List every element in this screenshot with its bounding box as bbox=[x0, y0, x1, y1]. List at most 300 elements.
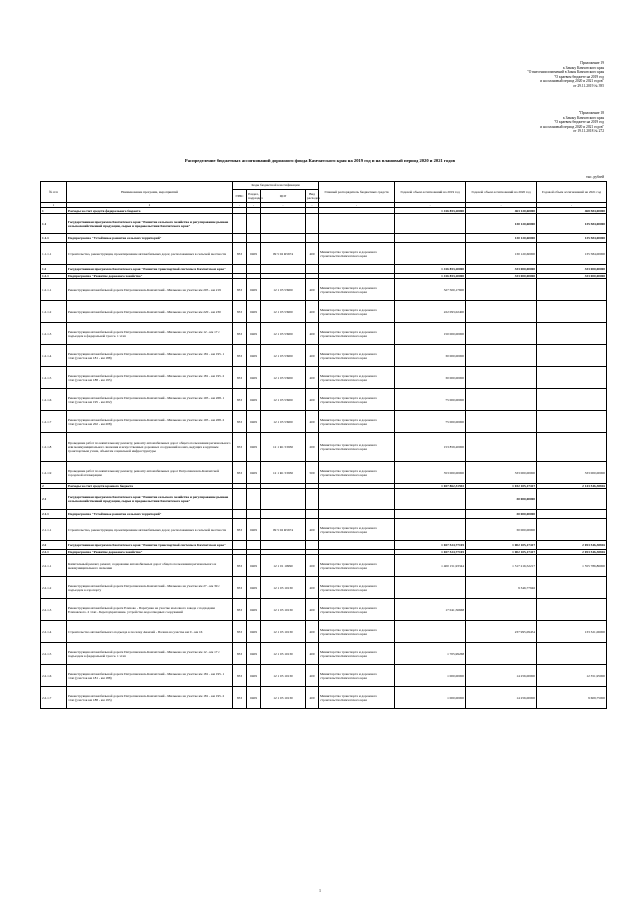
row-num-cell: 2.2 bbox=[41, 541, 67, 550]
row-name-cell: Государственная программа Камчатского края "Развитие транспортной системы в Камчатском крае" bbox=[67, 265, 233, 274]
row-name-cell: Расходы за счет средств федерального бюджета bbox=[67, 208, 233, 214]
row-2021-cell bbox=[537, 389, 607, 411]
row-2020-cell: 30 000,00000 bbox=[466, 519, 537, 541]
budget-table bbox=[40, 181, 607, 709]
row-2019-cell bbox=[395, 214, 466, 234]
row-name-cell: Проведение работ по капитальному ремонту, ремонту автомобильных дорог Петропавловск-Камчатской городской агломерации bbox=[67, 462, 233, 484]
row-2020-cell: 130 120,60000 bbox=[466, 214, 537, 234]
row-2019-cell bbox=[395, 621, 466, 643]
row-vr-cell: 400 bbox=[306, 599, 319, 621]
row-2020-cell: 1 002 105,17417 bbox=[466, 541, 537, 550]
row-2020-cell: 333 000,00000 bbox=[466, 274, 537, 279]
row-2020-cell bbox=[466, 367, 537, 389]
row-vr-cell: 400 bbox=[306, 519, 319, 541]
row-rz-cell: 0409 bbox=[247, 462, 261, 484]
row-resp-cell: Министерство транспорта и дорожного строительства Камчатского края bbox=[319, 555, 395, 577]
row-2021-cell: 12 351,95000 bbox=[537, 665, 607, 687]
row-2020-cell bbox=[466, 411, 537, 433]
table-row bbox=[41, 323, 607, 345]
row-2020-cell bbox=[466, 345, 537, 367]
row-2019-cell: 1 416 853,20000 bbox=[395, 265, 466, 274]
row-name-cell: Строительство автомобильного подъезда к поселку Аваачай - Палана на участке км 0 - км 16 bbox=[67, 621, 233, 643]
row-csr-cell: 12 1 01 10990 bbox=[261, 555, 306, 577]
row-rz-cell: 0409 bbox=[247, 555, 261, 577]
row-resp-cell: Министерство транспорта и дорожного строительства Камчатского края bbox=[319, 462, 395, 484]
row-grbs-cell: 833 bbox=[233, 555, 247, 577]
row-num-cell: 2.2.1.7 bbox=[41, 687, 67, 709]
row-csr-cell bbox=[261, 510, 306, 519]
row-2021-cell bbox=[537, 367, 607, 389]
row-vr-cell: 400 bbox=[306, 243, 319, 265]
table-row bbox=[41, 411, 607, 433]
header-number-8: - bbox=[395, 203, 466, 208]
row-vr-cell bbox=[306, 265, 319, 274]
row-2021-cell bbox=[537, 323, 607, 345]
row-rz-cell: 0409 bbox=[247, 243, 261, 265]
row-grbs-cell: 833 bbox=[233, 599, 247, 621]
row-grbs-cell: 833 bbox=[233, 433, 247, 462]
table-row bbox=[41, 265, 607, 274]
header-number-9: - bbox=[466, 203, 537, 208]
row-2020-cell: 333 000,00000 bbox=[466, 265, 537, 274]
header-number-1: 1 bbox=[41, 203, 67, 208]
row-name-cell: Государственная программа Камчатского края "Развитие сельского хозяйства и регулирование рынков сельскохозяйственной продукции, сырья и продовольствия Камчатского края" bbox=[67, 489, 233, 510]
table-row bbox=[41, 599, 607, 621]
row-grbs-cell: 833 bbox=[233, 345, 247, 367]
row-num-cell: 1.2.1.4 bbox=[41, 345, 67, 367]
row-grbs-cell: 833 bbox=[233, 279, 247, 301]
row-name-cell: Подпрограмма "Развитие дорожного хозяйства" bbox=[67, 274, 233, 279]
row-rz-cell: 0409 bbox=[247, 621, 261, 643]
table-row bbox=[41, 519, 607, 541]
row-grbs-cell: 833 bbox=[233, 643, 247, 665]
row-csr-cell: 12 1 03 53900 bbox=[261, 323, 306, 345]
row-name-cell: Реконструкция автомобильной дороги Петропавловск-Камчатский - Мильково на участке км 195 - км 268. 1 этап (участок км 195 - км 202) bbox=[67, 389, 233, 411]
row-csr-cell: 12 1 03 10130 bbox=[261, 577, 306, 599]
table-row bbox=[41, 367, 607, 389]
row-grbs-cell: 833 bbox=[233, 577, 247, 599]
appendix-18-line: "Приложение 18 bbox=[578, 111, 604, 115]
row-vr-cell: 400 bbox=[306, 323, 319, 345]
row-vr-cell bbox=[306, 214, 319, 234]
row-rz-cell: 0409 bbox=[247, 665, 261, 687]
header-vr: Вид расходов bbox=[306, 190, 319, 203]
row-2019-cell: 153 859,20000 bbox=[395, 433, 466, 462]
row-name-cell: Реконструкция автомобильной дороги Петропавловск-Камчатский - Мильково на участке км 181 - км 195. 1 этап (участок км 181 - км 188) bbox=[67, 345, 233, 367]
units-label: тыс. рублей bbox=[586, 175, 604, 179]
table-row bbox=[41, 510, 607, 519]
row-2020-cell: 130 120,60000 bbox=[466, 234, 537, 243]
row-csr-cell: 09 5 02 R5674 bbox=[261, 243, 306, 265]
appendix-18-line: и на плановый период 2020 и 2021 годов" bbox=[540, 124, 604, 129]
row-grbs-cell: 833 bbox=[233, 389, 247, 411]
row-name-cell: Реконструкция автомобильной дороги Петропавловск-Камчатский - Мильково на участке км 181 - км 195. 2 этап (участок км 188 - км 195) bbox=[67, 367, 233, 389]
row-name-cell: Государственная программа Камчатского края "Развитие сельского хозяйства и регулирование рынков сельскохозяйственной продукции, сырья и продовольствия Камчатского края" bbox=[67, 214, 233, 234]
row-2021-cell: 135 584,00000 bbox=[537, 214, 607, 234]
row-2020-cell: 1 317 216,52217 bbox=[466, 555, 537, 577]
row-2021-cell: 133 321,06000 bbox=[537, 621, 607, 643]
row-2021-cell: 135 584,00000 bbox=[537, 234, 607, 243]
row-2019-cell: 1 705,99268 bbox=[395, 643, 466, 665]
row-2020-cell: 30 000,00000 bbox=[466, 510, 537, 519]
row-2019-cell bbox=[395, 519, 466, 541]
row-resp-cell bbox=[319, 234, 395, 243]
row-2021-cell bbox=[537, 510, 607, 519]
row-resp-cell bbox=[319, 214, 395, 234]
row-csr-cell: 12 1 03 53900 bbox=[261, 367, 306, 389]
table-row bbox=[41, 462, 607, 484]
row-2020-cell bbox=[466, 389, 537, 411]
row-name-cell: Реконструкция автомобильной дороги Петропавловск-Камчатский - Мильково на участке км 12 - км 17 с подъездом к федеральной трассе. 1 этап bbox=[67, 323, 233, 345]
row-2020-cell bbox=[466, 643, 537, 665]
row-2021-cell: 333 000,00000 bbox=[537, 462, 607, 484]
row-vr-cell bbox=[306, 510, 319, 519]
table-row bbox=[41, 345, 607, 367]
row-num-cell: 2.2.1.5 bbox=[41, 643, 67, 665]
row-2019-cell: 1 657 524,77105 bbox=[395, 550, 466, 555]
row-resp-cell: Министерство транспорта и дорожного строительства Камчатского края bbox=[319, 367, 395, 389]
header-number-3: - bbox=[233, 203, 247, 208]
row-num-cell: 2.2.1.3 bbox=[41, 599, 67, 621]
header-num: № п/п bbox=[41, 182, 67, 203]
row-2021-cell: 2 053 546,38816 bbox=[537, 541, 607, 550]
table-row bbox=[41, 301, 607, 323]
row-resp-cell bbox=[319, 541, 395, 550]
row-resp-cell: Министерство транспорта и дорожного строительства Камчатского края bbox=[319, 643, 395, 665]
row-csr-cell bbox=[261, 214, 306, 234]
row-name-cell: Реконструкция автомобильной дороги Петропавловск-Камчатский - Мильково на участке км 205 - км 219 bbox=[67, 279, 233, 301]
row-2019-cell: 1 657 524,77105 bbox=[395, 541, 466, 550]
table-row bbox=[41, 279, 607, 301]
row-rz-cell: 0409 bbox=[247, 323, 261, 345]
row-csr-cell: 12 1 03 53900 bbox=[261, 389, 306, 411]
row-vr-cell: 400 bbox=[306, 665, 319, 687]
row-resp-cell: Министерство транспорта и дорожного строительства Камчатского края bbox=[319, 411, 395, 433]
appendix-19-line: Приложение 19 bbox=[580, 61, 604, 65]
row-name-cell: Подпрограмма "Устойчивое развитие сельских территорий" bbox=[67, 234, 233, 243]
row-rz-cell bbox=[247, 510, 261, 519]
row-2021-cell: 1 555 786,86000 bbox=[537, 555, 607, 577]
row-resp-cell: Министерство транспорта и дорожного строительства Камчатского края bbox=[319, 621, 395, 643]
row-rz-cell: 0409 bbox=[247, 643, 261, 665]
table-row bbox=[41, 665, 607, 687]
row-grbs-cell: 833 bbox=[233, 301, 247, 323]
row-csr-cell: 12 1 03 10130 bbox=[261, 665, 306, 687]
header-2021: Годовой объем ассигнований на 2021 год bbox=[537, 182, 607, 203]
row-csr-cell bbox=[261, 489, 306, 510]
row-grbs-cell bbox=[233, 234, 247, 243]
row-num-cell: 2.1 bbox=[41, 489, 67, 510]
row-2021-cell bbox=[537, 279, 607, 301]
row-num-cell: 2.2.1 bbox=[41, 550, 67, 555]
row-rz-cell: 0409 bbox=[247, 367, 261, 389]
row-name-cell: Подпрограмма "Устойчивое развитие сельских территорий" bbox=[67, 510, 233, 519]
row-num-cell: 1.1.1.1 bbox=[41, 243, 67, 265]
row-name-cell: Реконструкция автомобильной дороги Петропавловск-Камчатский - Мильково на участке км 181 - км 195. 1 этап (участок км 181 - км 188) bbox=[67, 665, 233, 687]
row-name-cell: Реконструкция автомобильной дороги Петропавловск-Камчатский - Мильково на участке км 27 - км 39 с подъездом к аэропорту bbox=[67, 577, 233, 599]
row-vr-cell: 400 bbox=[306, 301, 319, 323]
table-row bbox=[41, 643, 607, 665]
appendix-19-block bbox=[527, 61, 604, 89]
row-num-cell: 2.2.1.6 bbox=[41, 665, 67, 687]
row-resp-cell: Министерство транспорта и дорожного строительства Камчатского края bbox=[319, 301, 395, 323]
appendix-19-line: "О краевом бюджете на 2019 год bbox=[554, 74, 604, 79]
row-2020-cell: 463 120,60000 bbox=[466, 208, 537, 214]
header-grbs: ГРБС bbox=[233, 190, 247, 203]
row-name-cell: Строительство, реконструкция, проектирование автомобильных дорог, расположенных в сельской местности bbox=[67, 519, 233, 541]
row-rz-cell: 0409 bbox=[247, 519, 261, 541]
appendix-18-block bbox=[540, 111, 604, 134]
row-2019-cell bbox=[395, 577, 466, 599]
row-grbs-cell bbox=[233, 489, 247, 510]
row-2021-cell bbox=[537, 411, 607, 433]
row-2021-cell bbox=[537, 643, 607, 665]
appendix-19-line: от 29.11.2019 № 395 bbox=[573, 83, 604, 88]
row-grbs-cell bbox=[233, 265, 247, 274]
row-num-cell: 1.2.1 bbox=[41, 274, 67, 279]
row-vr-cell bbox=[306, 489, 319, 510]
row-grbs-cell: 833 bbox=[233, 462, 247, 484]
row-csr-cell: 12 1 03 10130 bbox=[261, 599, 306, 621]
header-2020: Годовой объем ассигнований на 2020 год bbox=[466, 182, 537, 203]
row-grbs-cell: 833 bbox=[233, 411, 247, 433]
page-number: 1 bbox=[319, 888, 321, 893]
row-2021-cell: 333 000,00000 bbox=[537, 265, 607, 274]
row-2021-cell: 9 609,75000 bbox=[537, 687, 607, 709]
row-name-cell: Расходы за счет средств краевого бюджета bbox=[67, 484, 233, 489]
row-resp-cell: Министерство транспорта и дорожного строительства Камчатского края bbox=[319, 687, 395, 709]
row-vr-cell: 400 bbox=[306, 411, 319, 433]
row-name-cell: Реконструкция автомобильной дороги Елизово - Паратунка на участке молочного завода с подходами Елизовского. 2 этап - Берегоукрепление. устройство водоотводных сооружений bbox=[67, 599, 233, 621]
row-rz-cell: 0409 bbox=[247, 599, 261, 621]
row-name-cell: Реконструкция автомобильной дороги Петропавловск-Камчатский - Мильково на участке км 195 - км 268. 2 этап (участок км 202 - км 208) bbox=[67, 411, 233, 433]
row-name-cell: Реконструкция автомобильной дороги Петропавловск-Камчатский - Мильково на участке км 12 - км 17 с подъездом к федеральной трассе. 1 этап bbox=[67, 643, 233, 665]
appendix-18-line: к Закону Камчатского края bbox=[563, 115, 604, 120]
row-num-cell: 2.2.1.4 bbox=[41, 621, 67, 643]
row-name-cell: Реконструкция автомобильной дороги Петропавловск-Камчатский - Мильково на участке км 220 - км 230 bbox=[67, 301, 233, 323]
row-2019-cell bbox=[395, 489, 466, 510]
table-row bbox=[41, 433, 607, 462]
row-num-cell: 1.2.1.8 bbox=[41, 433, 67, 462]
header-number-5: - bbox=[261, 203, 306, 208]
row-resp-cell: Министерство транспорта и дорожного строительства Камчатского края bbox=[319, 345, 395, 367]
row-name-cell: Капитальный ремонт, ремонт, содержание автомобильных дорог общего пользования регионального и межмуниципального значения bbox=[67, 555, 233, 577]
table-row bbox=[41, 555, 607, 577]
row-rz-cell: 0409 bbox=[247, 577, 261, 599]
header-2019: Годовой объем ассигнований на 2019 год bbox=[395, 182, 466, 203]
row-csr-cell: 12 1 03 10130 bbox=[261, 643, 306, 665]
row-2019-cell: 1 657 862,31592 bbox=[395, 484, 466, 489]
row-resp-cell: Министерство транспорта и дорожного строительства Камчатского края bbox=[319, 433, 395, 462]
row-2021-cell bbox=[537, 489, 607, 510]
row-2019-cell: 1 000,00000 bbox=[395, 687, 466, 709]
row-2020-cell: 333 000,00000 bbox=[466, 462, 537, 484]
row-csr-cell: 12 1 R1 53930 bbox=[261, 462, 306, 484]
row-grbs-cell: 833 bbox=[233, 323, 247, 345]
row-2019-cell: 1 400 151,93344 bbox=[395, 555, 466, 577]
row-2019-cell: 75 000,00000 bbox=[395, 411, 466, 433]
row-2021-cell bbox=[537, 301, 607, 323]
row-vr-cell: 500 bbox=[306, 462, 319, 484]
row-2020-cell bbox=[466, 433, 537, 462]
table-row bbox=[41, 214, 607, 234]
row-2021-cell bbox=[537, 599, 607, 621]
row-grbs-cell: 833 bbox=[233, 243, 247, 265]
row-num-cell: 1.2.1.1 bbox=[41, 279, 67, 301]
row-num-cell: 1.2.1.3 bbox=[41, 323, 67, 345]
row-num-cell: 1.2.1.9 bbox=[41, 462, 67, 484]
row-2021-cell bbox=[537, 433, 607, 462]
row-name-cell: Проведение работ по капитальному ремонту, ремонту автомобильных дорог общего пользования регионального или межмуниципального значения и искусственных дорожных сооружений на них, ведущих к крупным транспортным узлам, объектам социальной инфраструктуры bbox=[67, 433, 233, 462]
row-rz-cell: 0409 bbox=[247, 279, 261, 301]
appendix-18-line: "О краевом бюджете на 2019 год bbox=[554, 120, 604, 125]
header-rz-pr: Раздел, подраздел bbox=[247, 190, 261, 203]
row-2021-cell bbox=[537, 345, 607, 367]
row-2019-cell: 327 500,17600 bbox=[395, 279, 466, 301]
row-resp-cell: Министерство транспорта и дорожного строительства Камчатского края bbox=[319, 243, 395, 265]
row-rz-cell bbox=[247, 489, 261, 510]
table-row bbox=[41, 389, 607, 411]
row-2020-cell: 14 256,00000 bbox=[466, 687, 537, 709]
row-vr-cell: 400 bbox=[306, 389, 319, 411]
table-row bbox=[41, 243, 607, 265]
row-rz-cell: 0409 bbox=[247, 687, 261, 709]
row-vr-cell bbox=[306, 541, 319, 550]
row-2021-cell: 468 584,00000 bbox=[537, 208, 607, 214]
row-2021-cell: 333 000,00000 bbox=[537, 274, 607, 279]
row-grbs-cell: 833 bbox=[233, 665, 247, 687]
header-number-10: - bbox=[537, 203, 607, 208]
row-rz-cell: 0409 bbox=[247, 389, 261, 411]
row-csr-cell: 12 1 03 10130 bbox=[261, 687, 306, 709]
row-num-cell: 2.2.1.2 bbox=[41, 577, 67, 599]
appendix-19-line: и на плановый период 2020 и 2021 годов" bbox=[540, 79, 604, 84]
row-num-cell: 1.2.1.7 bbox=[41, 411, 67, 433]
header-number-2: 2 bbox=[67, 203, 233, 208]
row-2019-cell bbox=[395, 510, 466, 519]
row-num-cell: 1 bbox=[41, 208, 67, 214]
row-rz-cell: 0409 bbox=[247, 345, 261, 367]
row-2019-cell bbox=[395, 234, 466, 243]
row-2020-cell: 1 002 105,17417 bbox=[466, 550, 537, 555]
table-row bbox=[41, 687, 607, 709]
row-vr-cell: 400 bbox=[306, 367, 319, 389]
row-vr-cell: 400 bbox=[306, 687, 319, 709]
header-number-6: - bbox=[306, 203, 319, 208]
row-name-cell: Строительство, реконструкция, проектирование автомобильных дорог, расположенных в сельской местности bbox=[67, 243, 233, 265]
row-vr-cell: 200 bbox=[306, 555, 319, 577]
row-csr-cell: 12 1 03 53900 bbox=[261, 411, 306, 433]
row-num-cell: 1.1 bbox=[41, 214, 67, 234]
row-num-cell: 2.2.1.1 bbox=[41, 555, 67, 577]
row-2020-cell: 130 120,60000 bbox=[466, 243, 537, 265]
row-rz-cell: 0409 bbox=[247, 411, 261, 433]
row-grbs-cell bbox=[233, 510, 247, 519]
row-2020-cell bbox=[466, 279, 537, 301]
row-2020-cell: 14 256,00000 bbox=[466, 665, 537, 687]
row-csr-cell bbox=[261, 234, 306, 243]
row-rz-cell bbox=[247, 234, 261, 243]
row-num-cell: 1.2.1.6 bbox=[41, 389, 67, 411]
table-row bbox=[41, 577, 607, 599]
row-csr-cell bbox=[261, 265, 306, 274]
row-vr-cell: 400 bbox=[306, 345, 319, 367]
row-name-cell: Подпрограмма "Развитие дорожного хозяйства" bbox=[67, 550, 233, 555]
row-num-cell: 1.2.1.2 bbox=[41, 301, 67, 323]
row-num-cell: 2.1.1 bbox=[41, 510, 67, 519]
row-num-cell: 1.2.1.5 bbox=[41, 367, 67, 389]
row-csr-cell bbox=[261, 541, 306, 550]
row-2021-cell: 2 053 546,38816 bbox=[537, 550, 607, 555]
row-csr-cell: 12 1 03 53900 bbox=[261, 301, 306, 323]
row-csr-cell: 12 1 R1 53930 bbox=[261, 433, 306, 462]
row-2019-cell: 30 000,00000 bbox=[395, 367, 466, 389]
row-vr-cell bbox=[306, 234, 319, 243]
row-vr-cell: 400 bbox=[306, 621, 319, 643]
row-2019-cell: 1 416 853,20000 bbox=[395, 208, 466, 214]
row-2019-cell: 30 000,00000 bbox=[395, 345, 466, 367]
header-codes-group: Коды бюджетной классификации bbox=[233, 182, 319, 190]
row-num-cell: 2 bbox=[41, 484, 67, 489]
row-2019-cell: 1 000,00000 bbox=[395, 665, 466, 687]
table-row bbox=[41, 541, 607, 550]
row-2020-cell: 30 000,00000 bbox=[466, 489, 537, 510]
document-title: Распределение бюджетных ассигнований дорожного фонда Камчатского края на 2019 год и на плановый период 2020 и 2021 годов bbox=[184, 158, 456, 163]
header-csr: ЦСР bbox=[261, 190, 306, 203]
row-vr-cell: 400 bbox=[306, 279, 319, 301]
table-row bbox=[41, 489, 607, 510]
row-grbs-cell: 833 bbox=[233, 621, 247, 643]
table-row bbox=[41, 621, 607, 643]
row-resp-cell bbox=[319, 265, 395, 274]
row-2020-cell: 9 346,77946 bbox=[466, 577, 537, 599]
row-rz-cell bbox=[247, 541, 261, 550]
row-resp-cell: Министерство транспорта и дорожного строительства Камчатского края bbox=[319, 599, 395, 621]
row-name-cell: Реконструкция автомобильной дороги Петропавловск-Камчатский - Мильково на участке км 181 - км 195. 2 этап (участок км 188 - км 195) bbox=[67, 687, 233, 709]
row-resp-cell bbox=[319, 510, 395, 519]
row-2020-cell: 1 032 105,17417 bbox=[466, 484, 537, 489]
row-2021-cell bbox=[537, 519, 607, 541]
row-2021-cell bbox=[537, 577, 607, 599]
appendix-19-line: к Закону Камчатского края bbox=[563, 65, 604, 70]
row-grbs-cell: 833 bbox=[233, 367, 247, 389]
row-resp-cell: Министерство транспорта и дорожного строительства Камчатского края bbox=[319, 519, 395, 541]
row-rz-cell bbox=[247, 214, 261, 234]
row-num-cell: 1.2 bbox=[41, 265, 67, 274]
row-resp-cell: Министерство транспорта и дорожного строительства Камчатского края bbox=[319, 577, 395, 599]
row-csr-cell: 12 1 03 10130 bbox=[261, 621, 306, 643]
row-grbs-cell: 833 bbox=[233, 687, 247, 709]
row-2020-cell bbox=[466, 323, 537, 345]
row-2019-cell: 75 000,00000 bbox=[395, 389, 466, 411]
row-2019-cell bbox=[395, 243, 466, 265]
row-2020-cell: 237 995,09454 bbox=[466, 621, 537, 643]
row-2020-cell bbox=[466, 599, 537, 621]
row-csr-cell: 09 5 02 R5674 bbox=[261, 519, 306, 541]
row-name-cell: Государственная программа Камчатского края "Развитие транспортной системы в Камчатском крае" bbox=[67, 541, 233, 550]
appendix-18-line: от 19.11.2018 № 272 bbox=[573, 129, 604, 134]
row-grbs-cell: 833 bbox=[233, 519, 247, 541]
row-2019-cell: 17 041,56668 bbox=[395, 599, 466, 621]
row-grbs-cell bbox=[233, 214, 247, 234]
row-vr-cell: 400 bbox=[306, 577, 319, 599]
row-2019-cell: 1 416 853,20000 bbox=[395, 274, 466, 279]
row-csr-cell: 12 1 03 53900 bbox=[261, 345, 306, 367]
row-resp-cell: Министерство транспорта и дорожного строительства Камчатского края bbox=[319, 323, 395, 345]
row-resp-cell: Министерство транспорта и дорожного строительства Камчатского края bbox=[319, 389, 395, 411]
row-2021-cell: 2 143 546,38816 bbox=[537, 484, 607, 489]
appendix-19-line: "О внесении изменений в Закон Камчатского края bbox=[527, 70, 604, 75]
